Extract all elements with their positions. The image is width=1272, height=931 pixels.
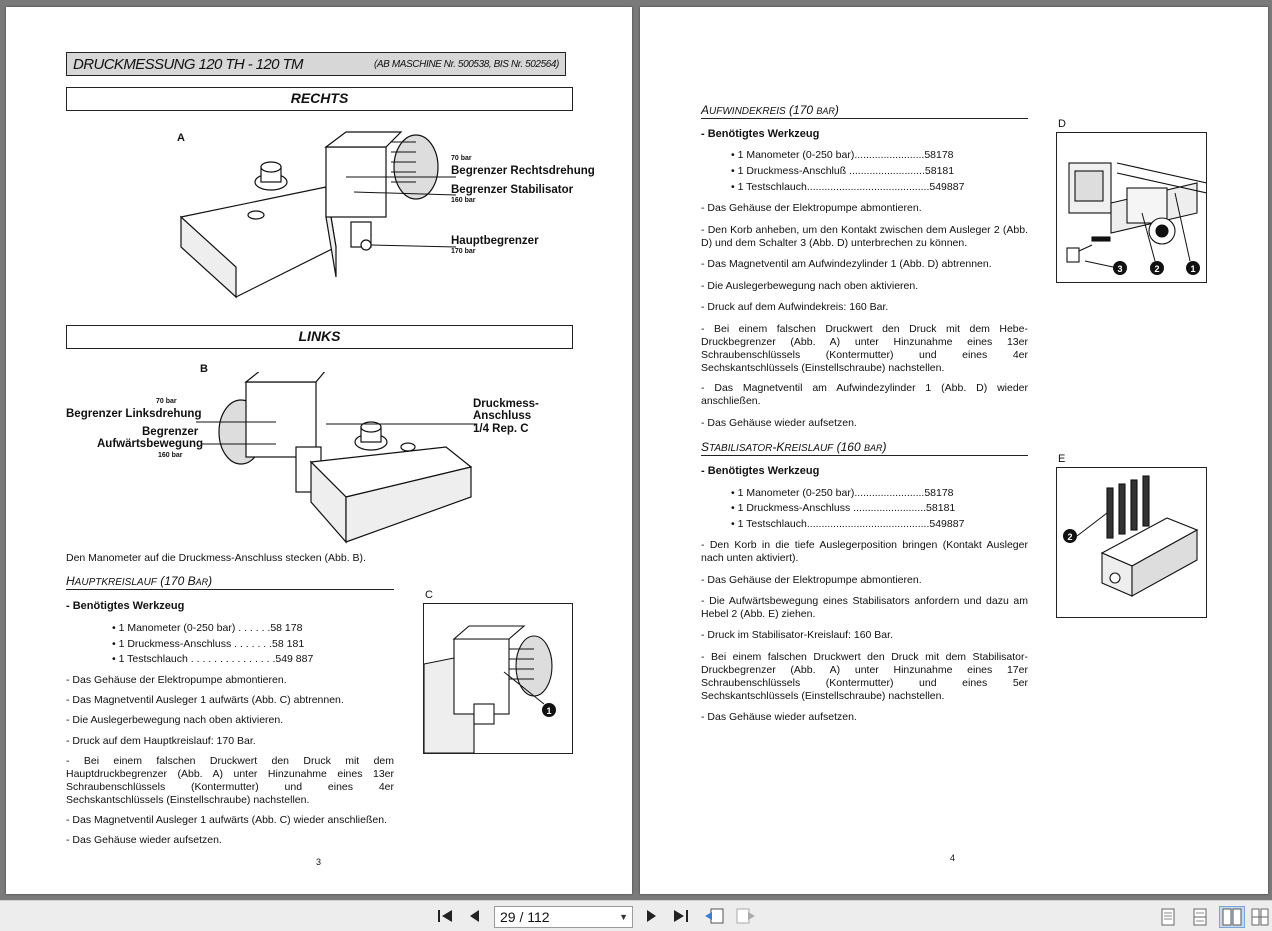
step-item: - Das Magnetventil am Aufwindezylinder 1 (Abb. D) abtrennen.	[701, 258, 992, 270]
heading-aw-e: )	[834, 103, 839, 117]
figure-c-pump-detail	[424, 604, 572, 753]
step-item: - Das Gehäuse wieder aufsetzen.	[701, 711, 857, 723]
next-page-icon	[645, 908, 659, 924]
step-item: - Die Auslegerbewegung nach oben aktivieren.	[701, 280, 919, 292]
figure-b-pump-left	[196, 372, 476, 552]
figure-e-letter: E	[1058, 453, 1066, 465]
callout-rep-c: 1/4 Rep. C	[473, 423, 529, 435]
section-links	[66, 325, 573, 349]
tools-heading: - Benötigtes Werkzeug	[701, 465, 820, 477]
step-item: - Das Gehäuse der Elektropumpe abmontieren.	[701, 202, 922, 214]
first-page-icon	[436, 908, 454, 924]
tools-heading: - Benötigtes Werkzeug	[66, 600, 185, 612]
figure-e-marker: 2	[1067, 532, 1073, 542]
tool-item: • 1 Testschlauch..........................................549887	[731, 518, 965, 530]
figure-b-letter: B	[200, 363, 208, 375]
heading-hk-b: AUPTKREISLAUF	[74, 577, 157, 588]
previous-page-icon	[467, 908, 481, 924]
step-item: - Den Korb in die tiefe Auslegerposition bringen (Kontakt Ausleger nach unten aktiviert).	[701, 539, 1028, 564]
step-item: - Die Aufwärtsbewegung eines Stabilisators anfordern und dazu am Hebel 2 (Abb. E) ziehen.	[701, 595, 1028, 620]
callout-anschluss: Anschluss	[473, 410, 532, 422]
callout-druckmess: Druckmess-	[473, 398, 539, 410]
heading-st-f: BAR	[863, 443, 883, 453]
step-item: - Das Gehäuse wieder aufsetzen.	[701, 417, 857, 429]
heading-hk-a: H	[66, 574, 75, 588]
heading-st-b: TABILISATOR	[709, 443, 773, 454]
section-rechts-label: RECHTS	[290, 90, 349, 106]
figure-e-valve-block	[1057, 468, 1206, 617]
heading-aw-d: BAR	[816, 106, 835, 116]
page-4	[640, 7, 1268, 894]
step-item: - Das Gehäuse der Elektropumpe abmontieren.	[66, 674, 287, 686]
page-separator: /	[515, 909, 528, 925]
document-title: DRUCKMESSUNG 120 TH - 120 TM	[73, 55, 303, 73]
callout-pressure-70: 70 bar	[451, 155, 472, 162]
step-item: - Druck auf dem Aufwindekreis: 160 Bar.	[701, 301, 889, 313]
step-item: - Die Auslegerbewegung nach oben aktivieren.	[66, 714, 284, 726]
dropdown-arrow-icon: ▼	[619, 912, 628, 922]
callout-begrenzer-linksdrehung: Begrenzer Linksdrehung	[66, 408, 202, 420]
figure-a-letter: A	[177, 132, 185, 144]
callout-hauptbegrenzer: Hauptbegrenzer	[451, 235, 539, 247]
section-rechts	[66, 87, 573, 111]
page-number: 3	[316, 857, 322, 867]
continuous-view-button[interactable]	[1187, 906, 1213, 928]
continuous-facing-icon	[1251, 908, 1269, 926]
step-item: - Bei einem falschen Druckwert den Druck mit dem Stabilisator-Druckbegrenzer (Abb. A) unter Hinzunahme eines 17er Schraubenschlüssels (Kontermutter) und eines 5er Sechskantschlüssels (Einstellschraube) nachstellen.	[701, 651, 1028, 702]
last-page-button[interactable]	[670, 906, 692, 926]
step-item: - Das Gehäuse der Elektropumpe abmontieren.	[701, 574, 922, 586]
previous-page-button[interactable]	[464, 906, 484, 926]
callout-begrenzer-label: Begrenzer	[142, 426, 199, 438]
first-page-button[interactable]	[434, 906, 456, 926]
figure-c-marker: 1	[546, 706, 552, 716]
figure-d-marker-3: 3	[1117, 264, 1123, 274]
heading-aw-c: (170	[785, 103, 817, 117]
callout-b-pressure-160: 160 bar	[158, 452, 183, 459]
page-total: 112	[527, 909, 550, 925]
heading-st-e: (160	[833, 440, 864, 454]
single-page-view-button[interactable]	[1155, 906, 1181, 928]
figure-d-box	[1056, 132, 1207, 283]
page-selector[interactable]	[494, 906, 633, 928]
callout-begrenzer-rechtsdrehung: Begrenzer Rechtsdrehung	[451, 165, 595, 177]
tool-item: • 1 Manometer (0-250 bar) . . . . . .58 178	[112, 622, 303, 634]
page-number: 4	[950, 853, 956, 863]
callout-aufwaertsbewegung: Aufwärtsbewegung	[97, 438, 204, 450]
facing-pages-view-button[interactable]	[1219, 906, 1245, 928]
heading-hk-d: AR	[195, 577, 209, 587]
intro-paragraph: Den Manometer auf die Druckmess-Anschluss stecken (Abb. B).	[66, 552, 366, 564]
page-3	[6, 7, 632, 894]
single-page-icon	[1161, 908, 1175, 926]
last-page-icon	[672, 908, 690, 924]
continuous-facing-view-button[interactable]	[1249, 906, 1271, 928]
step-item: - Das Magnetventil Ausleger 1 aufwärts (Abb. C) abtrennen.	[66, 694, 344, 706]
go-back-view-button[interactable]	[702, 906, 726, 926]
tool-item: • 1 Druckmess-Anschluss .........................58181	[731, 502, 956, 514]
back-view-icon	[703, 907, 725, 925]
heading-st-d: REISLAUF	[784, 443, 834, 454]
figure-d-letter: D	[1058, 118, 1066, 130]
figure-e-box	[1056, 467, 1207, 618]
figure-c-letter: C	[425, 589, 433, 601]
step-item: - Das Magnetventil am Aufwindezylinder 1 (Abb. D) wieder anschließen.	[701, 382, 1028, 407]
figure-d-marker-2: 2	[1154, 264, 1160, 274]
tool-item: • 1 Testschlauch . . . . . . . . . . . . . . .549 887	[112, 653, 314, 665]
heading-aw-b: UFWINDEKREIS	[709, 106, 786, 117]
heading-hauptkreislauf	[66, 574, 394, 590]
viewer-toolbar	[0, 900, 1272, 931]
heading-st-c: -K	[772, 440, 785, 454]
next-page-button[interactable]	[642, 906, 662, 926]
tool-item: • 1 Manometer (0-250 bar)........................58178	[731, 149, 954, 161]
facing-pages-icon	[1222, 908, 1242, 926]
callout-b-pressure-70: 70 bar	[156, 398, 177, 405]
step-item: - Den Korb anheben, um den Kontakt zwischen dem Ausleger 2 (Abb. D) und dem Schalter 3 (Abb. D) unterbrechen zu können.	[701, 224, 1028, 249]
step-item: - Das Gehäuse wieder aufsetzen.	[66, 834, 222, 846]
heading-st-g: )	[882, 440, 887, 454]
page-current: 29	[500, 909, 516, 925]
step-item: - Bei einem falschen Druckwert den Druck mit dem Hauptdruckbegrenzer (Abb. A) unter Hinzunahme eines 13er Schraubenschlüssels (Kontermutter) und eines 4er Sechskantschlüssels (Einstellschraube) nachstellen.	[66, 755, 394, 806]
figure-c-box	[423, 603, 573, 754]
figure-d-machine	[1057, 133, 1206, 282]
heading-hk-e: )	[208, 574, 213, 588]
document-title-box	[66, 52, 566, 76]
continuous-page-icon	[1193, 908, 1207, 926]
tool-item: • 1 Druckmess-Anschluss . . . . . . .58 181	[112, 638, 305, 650]
heading-stabilisator	[701, 440, 1028, 456]
tool-item: • 1 Testschlauch..........................................549887	[731, 181, 965, 193]
step-item: - Druck auf dem Hauptkreislauf: 170 Bar.	[66, 735, 256, 747]
step-item: - Bei einem falschen Druckwert den Druck mit dem Hebe-Druckbegrenzer (Abb. A) unter Hinzunahme eines 13er Schraubenschlüssels (Kontermutter) und eines 4er Sechskantschlüssels (Einstellschraube) nachstellen.	[701, 323, 1028, 374]
figure-a-pump-right	[176, 127, 456, 307]
document-title-range: (AB MASCHINE Nr. 500538, BIS Nr. 502564)	[373, 58, 559, 70]
forward-view-icon	[735, 907, 757, 925]
callout-begrenzer-stabilisator: Begrenzer Stabilisator	[451, 184, 574, 196]
section-links-label: LINKS	[298, 328, 341, 344]
step-item: - Das Magnetventil Ausleger 1 aufwärts (Abb. C) wieder anschließen.	[66, 814, 387, 826]
heading-aufwindekreis	[701, 103, 1028, 119]
go-forward-view-button[interactable]	[734, 906, 758, 926]
callout-pressure-160: 160 bar	[451, 197, 476, 204]
heading-hk-c: (170 B	[156, 574, 196, 588]
step-item: - Druck im Stabilisator-Kreislauf: 160 Bar.	[701, 629, 893, 641]
callout-pressure-170: 170 bar	[451, 248, 476, 255]
heading-st-a: S	[701, 440, 710, 454]
tools-heading: - Benötigtes Werkzeug	[701, 128, 820, 140]
heading-aw-a: A	[701, 103, 710, 117]
tool-item: • 1 Druckmess-Anschluß ..........................58181	[731, 165, 955, 177]
figure-d-marker-1: 1	[1190, 264, 1196, 274]
tool-item: • 1 Manometer (0-250 bar)........................58178	[731, 487, 954, 499]
